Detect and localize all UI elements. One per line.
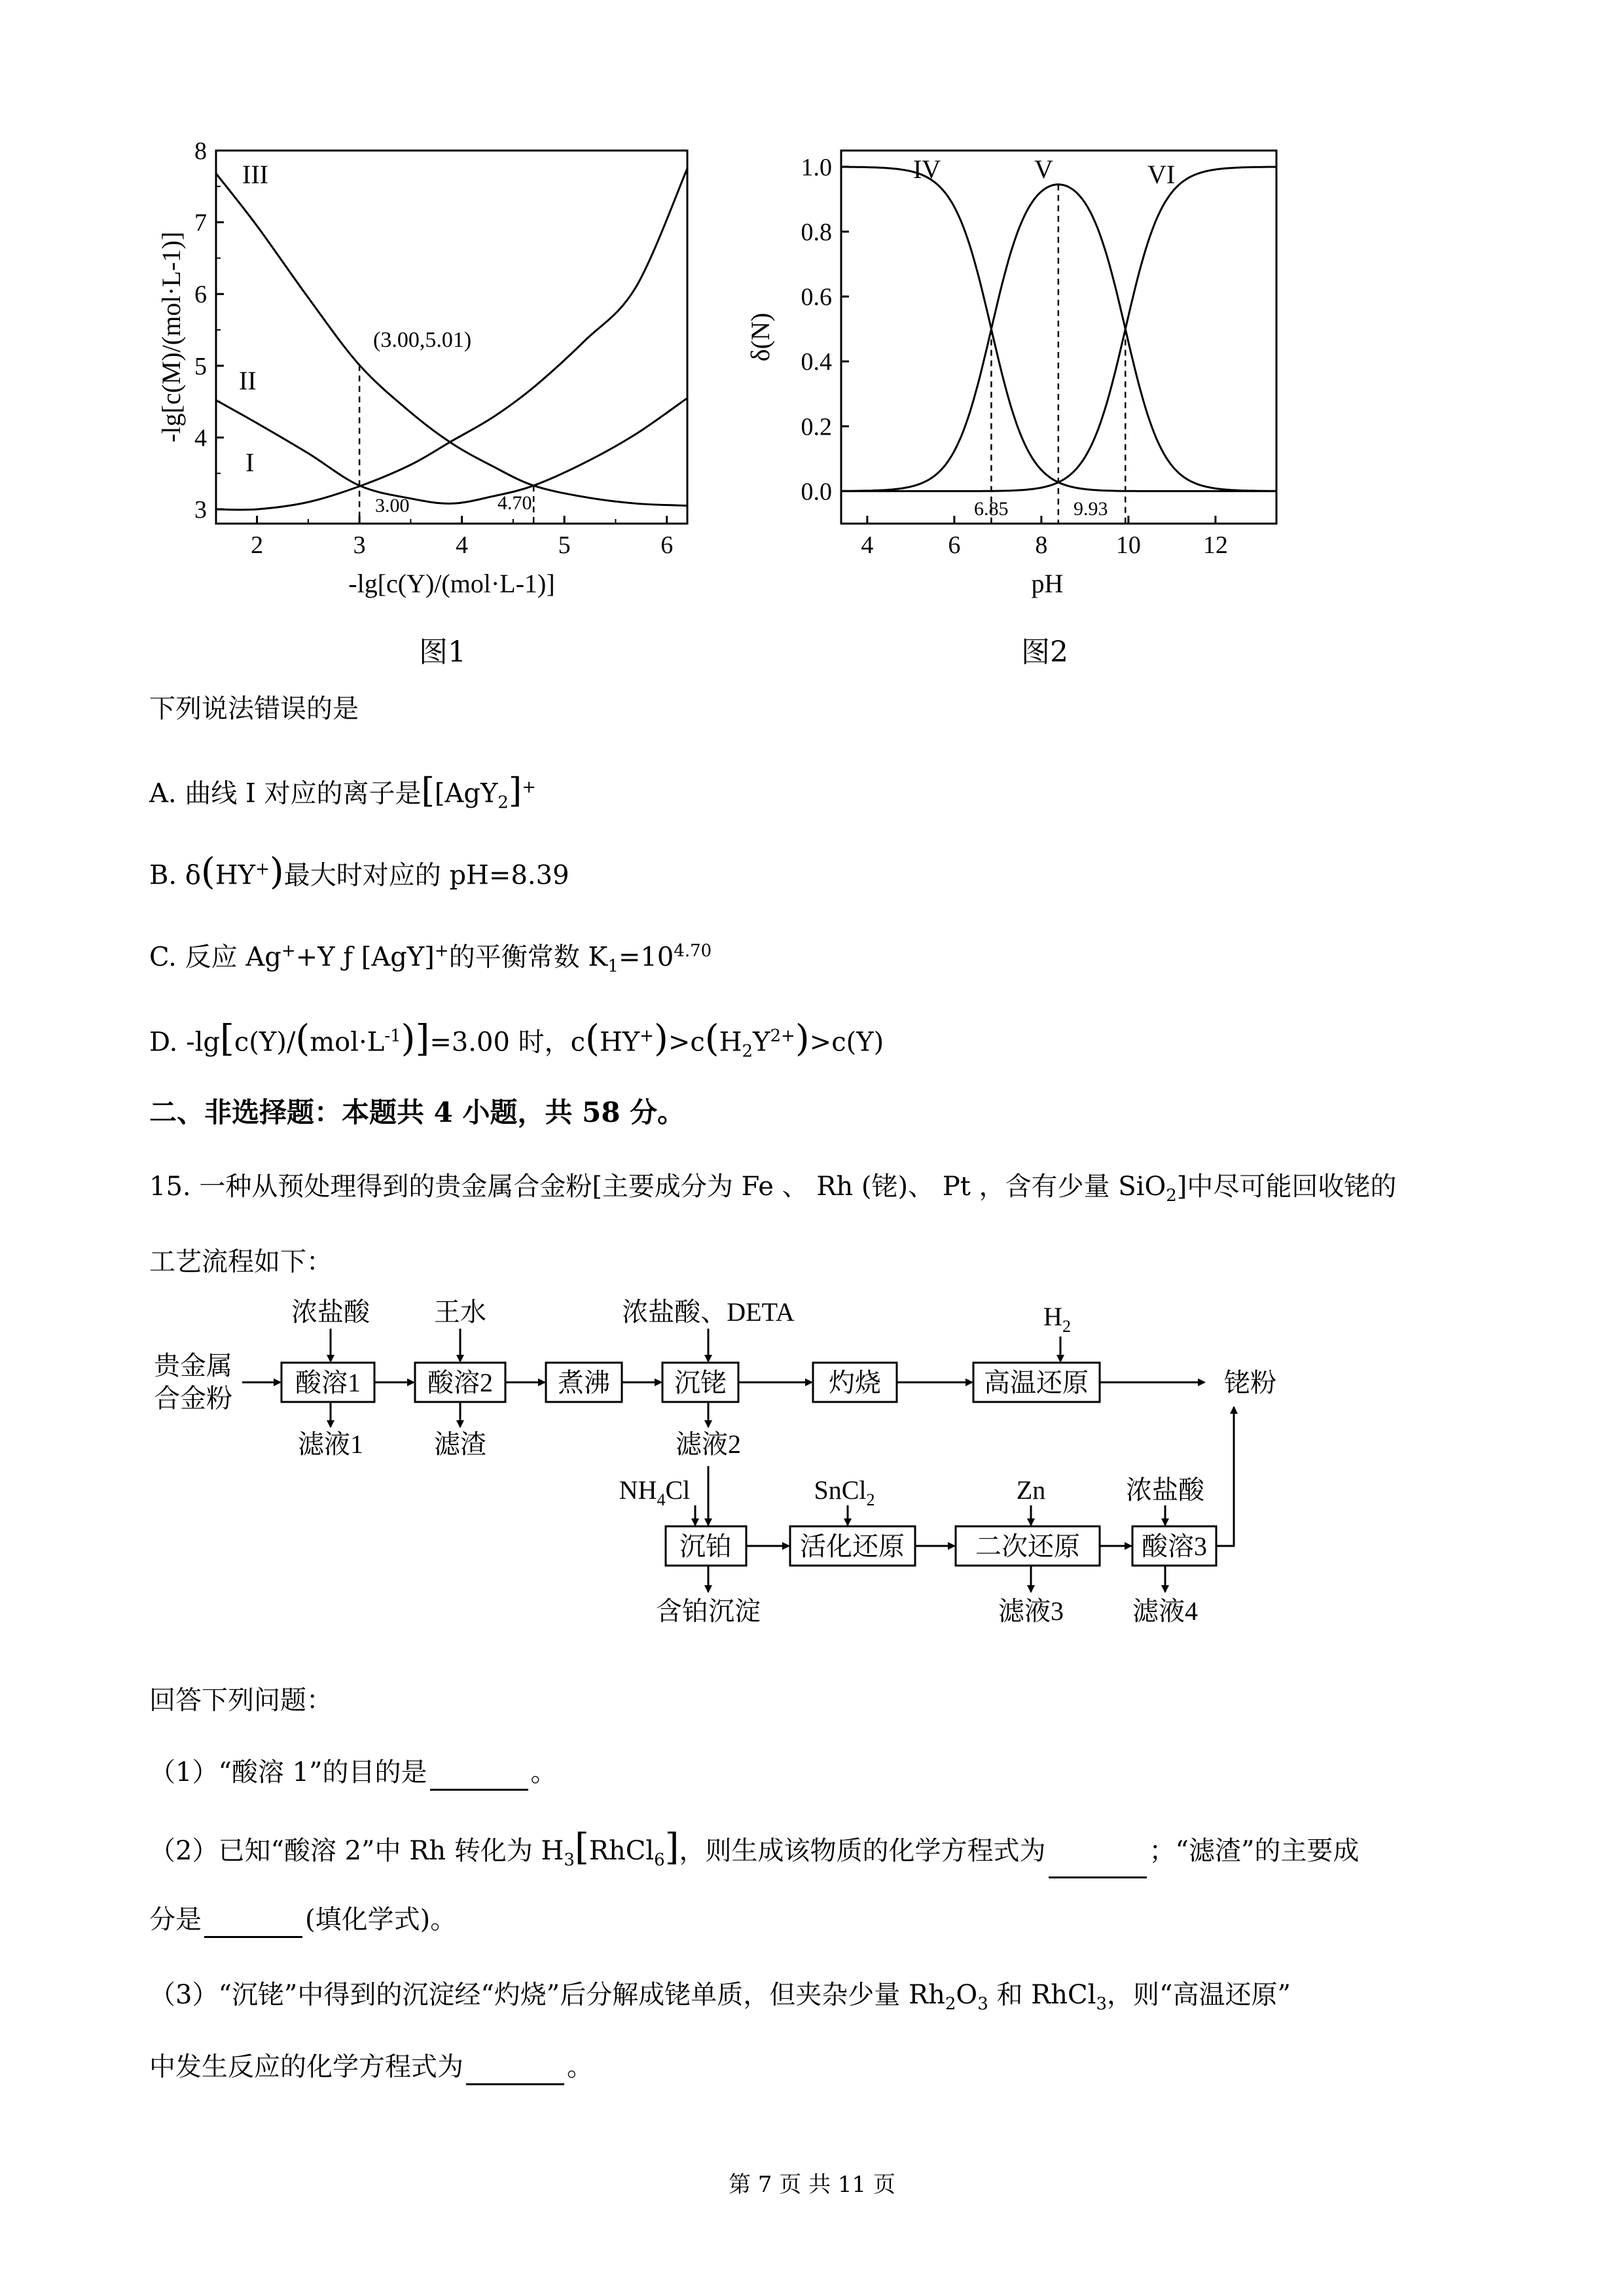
option-d: D. $-\lg[c(Y)/(mol\cdot L^{-1})]=3.00$ 时，$c(HY^+)>c(H_2Y^{2+})>c(Y)$	[149, 1017, 884, 1062]
flow-bottom-reagent-4: 浓盐酸	[1126, 1475, 1204, 1505]
figure2-curves	[841, 167, 1276, 491]
y-tick-label: 0.0	[801, 478, 832, 506]
y-tick-label: 8	[194, 137, 207, 165]
answer-blank-2[interactable]	[1049, 1850, 1147, 1878]
flow-product: 铑粉	[1224, 1368, 1276, 1397]
curve-label-VI: VI	[1147, 160, 1176, 189]
y-axis-label: -lg[c(M)/(mol·L-1)]	[156, 231, 186, 443]
answer-prompt: 回答下列问题：	[149, 1685, 333, 1715]
flow-box-6: 高温还原	[984, 1368, 1089, 1397]
flow-input-line1: 贵金属	[154, 1351, 232, 1380]
y-tick-label: 1.0	[801, 153, 832, 181]
flow-bottom-box-4: 酸溶3	[1142, 1532, 1207, 1561]
flow-bottom-reagent-3: Zn	[1016, 1475, 1046, 1505]
flow-reagent-2: 王水	[434, 1297, 486, 1327]
y-tick-label: 6	[194, 281, 207, 309]
curve-VI	[841, 167, 1276, 491]
flow-bottom-reagent-2: SnCl$_2$	[814, 1475, 875, 1509]
y-axis-label: δ(N)	[746, 312, 775, 362]
curve-label-II: II	[239, 366, 257, 395]
formula-agy2: [AgY	[434, 778, 498, 809]
x-tick-label: 12	[1202, 531, 1228, 559]
y-tick-label: 0.4	[801, 348, 832, 376]
y-tick-label: 5	[194, 352, 207, 380]
page-footer: 第 7 页 共 11 页	[729, 2172, 895, 2198]
x-axis-label: -lg[c(Y)/(mol·L-1)]	[348, 569, 555, 598]
question14-stem: 下列说法错误的是	[149, 694, 359, 724]
flow-bottom-box-1: 沉铂	[679, 1532, 732, 1561]
annotation-point: (3.00,5.01)	[373, 328, 472, 352]
flow-output-2: 滤渣	[434, 1429, 486, 1459]
figure1-chart	[144, 131, 720, 635]
curve-label-III: III	[242, 160, 268, 189]
answer-blank-3[interactable]	[204, 1910, 302, 1938]
flow-input-line2: 合金粉	[154, 1384, 232, 1413]
question15-part2-line2: 分是 (填化学式)。	[149, 1901, 456, 1938]
flow-bottom-output-2: 滤液3	[998, 1596, 1064, 1626]
figure2-chart	[727, 131, 1303, 635]
x-tick-label: 6	[948, 531, 961, 559]
x-tick-label: 10	[1115, 531, 1141, 559]
curve-label-I: I	[245, 448, 255, 477]
flow-box-2: 酸溶2	[427, 1368, 493, 1397]
figure2-guides	[991, 185, 1125, 524]
x-tick-label: 4	[861, 531, 874, 559]
x-tick-label: 4	[456, 531, 469, 559]
question15-intro-line1: 15. 一种从预处理得到的贵金属合金粉[主要成分为 Fe 、 Rh (铑)、 Pt ，含有少量 SiO$_2$]中尽可能回收铑的	[149, 1172, 1397, 1206]
flow-reagent-3: 浓盐酸、DETA	[622, 1297, 795, 1327]
x-tick-label: 3	[353, 531, 366, 559]
question15-part3: （3）“沉铑”中得到的沉淀经“灼烧”后分解成铑单质，但夹杂少量 $Rh_2O_3$ 和 RhCl$_3$，则“高温还原”	[149, 1980, 1291, 2014]
figure1-caption: 图1	[419, 636, 466, 669]
question15-intro-line2: 工艺流程如下：	[149, 1247, 333, 1277]
x-tick-label: 5	[558, 531, 571, 559]
flow-box-1: 酸溶1	[295, 1368, 361, 1397]
flow-bottom-output-1: 含铂沉淀	[656, 1596, 761, 1626]
figure2-ticks	[801, 154, 1228, 559]
flow-bottom-reagent-1: $NH_4Cl$	[619, 1475, 691, 1509]
x-tick-label: 8	[1035, 531, 1048, 559]
x-tick-label: 2	[251, 531, 264, 559]
y-tick-label: 3	[194, 496, 207, 524]
curve-IV	[841, 167, 1276, 491]
annotation-pka2: 9.93	[1074, 498, 1108, 520]
curve-II	[216, 398, 687, 503]
answer-blank-4[interactable]	[466, 2057, 564, 2085]
question15-part2: （2）已知“酸溶 2”中 Rh 转化为 $H_3[RhCl_6]$，则生成该物质的化学方程式为 ；“滤渣”的主要成	[149, 1829, 1359, 1878]
y-tick-label: 0.8	[801, 218, 832, 246]
annotation-x1: 3.00	[375, 495, 410, 516]
figure2-caption: 图2	[1021, 636, 1068, 669]
y-tick-label: 7	[194, 209, 207, 237]
process-flowchart	[144, 1289, 1486, 1682]
flow-reagent-1: 浓盐酸	[291, 1297, 370, 1327]
flow-reagent-4: $H_2$	[1043, 1302, 1071, 1336]
x-axis-label: pH	[1031, 569, 1064, 598]
flow-bottom-box-2: 活化还原	[800, 1532, 905, 1561]
flow-output-1: 滤液1	[298, 1429, 363, 1459]
annotation-x2: 4.70	[497, 492, 532, 514]
y-tick-label: 0.2	[801, 413, 832, 441]
flow-box-5: 灼烧	[829, 1368, 881, 1397]
question15-part1: （1）“酸溶 1”的目的是 。	[149, 1754, 557, 1791]
option-b: B. δ(HY+)最大时对应的 pH=8.39	[149, 850, 569, 893]
y-tick-label: 4	[194, 424, 207, 452]
answer-blank-1[interactable]	[430, 1763, 528, 1791]
annotation-pka1: 6.85	[974, 498, 1009, 520]
section2-heading: 二、非选择题：本题共 4 小题，共 58 分。	[149, 1096, 685, 1128]
question15-part3-line2: 中发生反应的化学方程式为 。	[149, 2049, 593, 2085]
curve-label-V: V	[1034, 154, 1053, 184]
flow-bottom-box-3: 二次还原	[975, 1532, 1080, 1561]
flow-box-3: 煮沸	[558, 1368, 610, 1397]
curve-label-IV: IV	[913, 154, 941, 184]
y-tick-label: 0.6	[801, 283, 832, 312]
flow-box-4: 沉铑	[674, 1368, 727, 1397]
option-c: C. 反应 Ag++Y ƒ [AgY]+的平衡常数 $K_1=10^{4.70}$	[149, 941, 712, 977]
x-tick-label: 6	[660, 531, 674, 559]
flow-bottom-output-3: 滤液4	[1132, 1596, 1198, 1626]
option-a: A. 曲线 I 对应的离子是[[AgY$_2$]+	[149, 771, 537, 813]
flow-output-3: 滤液2	[676, 1429, 741, 1459]
